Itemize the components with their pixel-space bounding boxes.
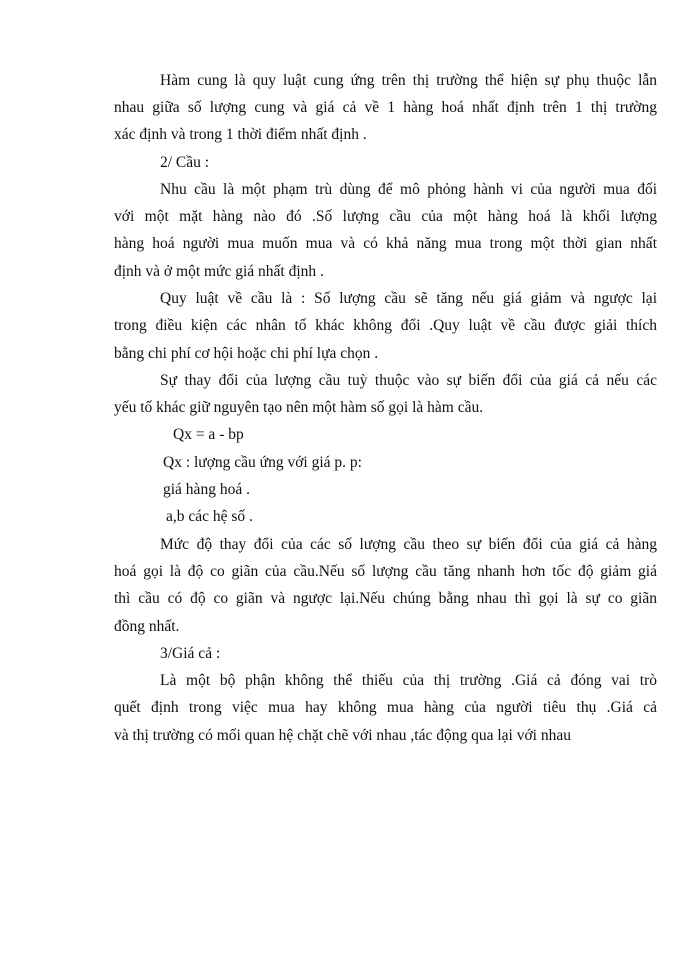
text-line: Là một bộ phận không thể thiếu của thị trường .Giá cả đóng vai trò — [160, 672, 657, 689]
text-line: xác định và trong 1 thời điểm nhất định . — [114, 126, 367, 143]
text-line: Nhu cầu là một phạm trù dùng để mô phỏng hành vi của người mua đối — [160, 181, 657, 198]
formula-line: giá hàng hoá . — [163, 481, 250, 498]
text-line: Sự thay đổi của lượng cầu tuỳ thuộc vào sự biến đổi của giá cả nếu các — [160, 372, 657, 389]
text-line: yếu tố khác giữ nguyên tạo nên một hàm số gọi là hàm cầu. — [114, 399, 484, 416]
text-line: quết định trong việc mua hay không mua hàng của người tiêu thụ .Giá cả — [114, 699, 657, 716]
section-heading: 2/ Cầu : — [160, 154, 210, 171]
text-line: thì cầu có độ co giãn và ngược lại.Nếu chúng bằng nhau thì gọi là sự co giãn — [114, 590, 657, 607]
text-line: và thị trường có mối quan hệ chặt chẽ với nhau ,tác động qua lại với nhau — [114, 727, 571, 744]
text-line: Hàm cung là quy luật cung ứng trên thị trường thể hiện sự phụ thuộc lẫn — [160, 72, 657, 89]
text-line: định và ở một mức giá nhất định . — [114, 263, 324, 280]
text-line: đồng nhất. — [114, 618, 180, 635]
text-line: Quy luật về cầu là : Số lượng cầu sẽ tăng nếu giá giảm và ngược lại — [160, 290, 657, 307]
text-line: nhau giữa số lượng cung và giá cả về 1 hàng hoá nhất định trên 1 thị trường — [114, 99, 657, 116]
text-line: Mức độ thay đổi của các số lượng cầu theo sự biến đổi của giá cả hàng — [160, 536, 657, 553]
text-line: trong điều kiện các nhân tố khác không đổi .Quy luật về cầu được giải thích — [114, 317, 657, 334]
text-line: hàng hoá người mua muốn mua và có khả năng mua trong một thời gian nhất — [114, 235, 657, 252]
formula-line: Qx : lượng cầu ứng với giá p. p: — [163, 454, 362, 471]
text-line: bằng chi phí cơ hội hoặc chi phí lựa chọn . — [114, 345, 379, 362]
text-line: với một mặt hàng nào đó .Số lượng cầu của một hàng hoá là khối lượng — [114, 208, 657, 225]
text-line: hoá gọi là độ co giãn của cầu.Nếu số lượng cầu tăng nhanh hơn tốc độ giảm giá — [114, 563, 657, 580]
formula-line: a,b các hệ số . — [166, 508, 253, 525]
section-heading: 3/Giá cả : — [160, 645, 221, 662]
formula-line: Qx = a - bp — [173, 426, 244, 443]
